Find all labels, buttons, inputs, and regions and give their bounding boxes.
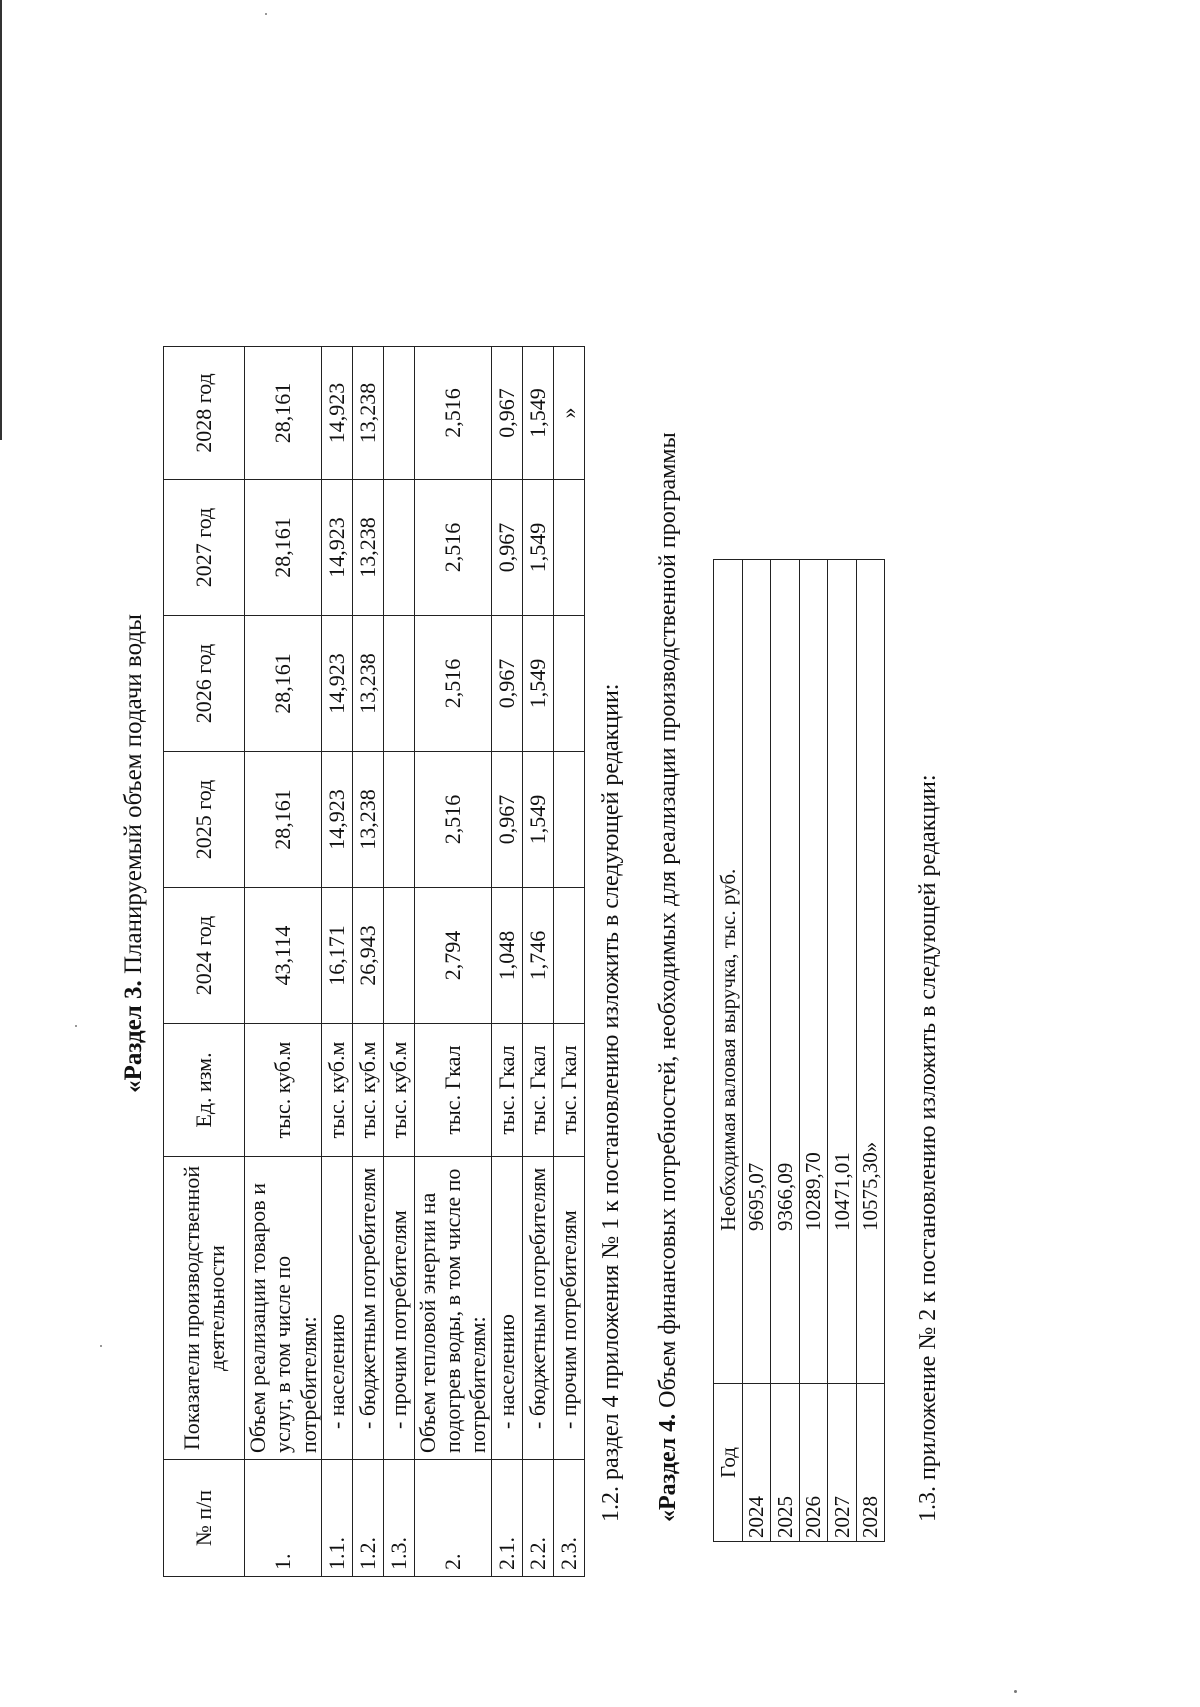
cell-2028 — [383, 347, 414, 480]
cell-2026 — [383, 616, 414, 752]
cell-2025: 1,549 — [522, 752, 553, 888]
row-num: 2.3. — [553, 1460, 584, 1577]
table-row — [522, 347, 553, 1577]
row-year: 2024 — [742, 1384, 771, 1542]
row-unit: тыс. куб.м — [352, 1024, 383, 1157]
row-indicator: Объем тепловой энергии на подогрев воды, в том числе по потребителям: — [414, 1157, 491, 1460]
row-unit: тыс. Гкал — [414, 1024, 491, 1157]
section4-title-bold: «Раздел 4. — [655, 1413, 681, 1522]
col-header-2025: 2025 год — [164, 752, 245, 888]
row-revenue: 10471,01 — [828, 560, 857, 1384]
cell-2025: 2,516 — [414, 752, 491, 888]
cell-2027: 0,967 — [491, 480, 522, 616]
cell-2026: 2,516 — [414, 616, 491, 752]
col-header-2027: 2027 год — [164, 480, 245, 616]
table-row — [491, 347, 522, 1577]
table-row — [828, 560, 857, 1542]
cell-2025: 14,923 — [321, 752, 352, 888]
cell-2024: 16,171 — [321, 888, 352, 1024]
table-row — [771, 560, 800, 1542]
table-row — [553, 347, 584, 1577]
cell-2027 — [383, 480, 414, 616]
row-indicator: - прочим потребителям — [383, 1157, 414, 1460]
cell-2026: 13,238 — [352, 616, 383, 752]
col-header-unit: Ед. изм. — [164, 1024, 245, 1157]
cell-2024 — [383, 888, 414, 1024]
cell-2026: 0,967 — [491, 616, 522, 752]
cell-2028: 1,549 — [522, 347, 553, 480]
cell-2025 — [383, 752, 414, 888]
table-row — [321, 347, 352, 1577]
table-row — [352, 347, 383, 1577]
col-header-2028: 2028 год — [164, 347, 245, 480]
cell-2027: 28,161 — [245, 480, 322, 616]
row-num: 1.1. — [321, 1460, 352, 1577]
row-num: 1.2. — [352, 1460, 383, 1577]
row-indicator: Объем реализации товаров и услуг, в том числе по потребителям: — [245, 1157, 322, 1460]
col-header-num: № п/п — [164, 1460, 245, 1577]
row-year: 2028 — [856, 1384, 885, 1542]
row-unit: тыс. Гкал — [522, 1024, 553, 1157]
cell-2026 — [553, 616, 584, 752]
cell-2026: 14,923 — [321, 616, 352, 752]
cell-2025: 28,161 — [245, 752, 322, 888]
row-year: 2026 — [799, 1384, 828, 1542]
cell-2027: 14,923 — [321, 480, 352, 616]
cell-2024 — [553, 888, 584, 1024]
col-header-2024: 2024 год — [164, 888, 245, 1024]
row-unit: тыс. куб.м — [245, 1024, 322, 1157]
row-num: 1.3. — [383, 1460, 414, 1577]
row-unit: тыс. куб.м — [321, 1024, 352, 1157]
cell-2024: 1,746 — [522, 888, 553, 1024]
row-num: 1. — [245, 1460, 322, 1577]
row-indicator: - прочим потребителям — [553, 1157, 584, 1460]
cell-2024: 26,943 — [352, 888, 383, 1024]
table-header-row — [714, 560, 743, 1542]
row-unit: тыс. Гкал — [491, 1024, 522, 1157]
cell-2028: 14,923 — [321, 347, 352, 480]
section4-title — [655, 432, 682, 1522]
cell-2027: 2,516 — [414, 480, 491, 616]
row-unit: тыс. Гкал — [553, 1024, 584, 1157]
row-num: 2.2. — [522, 1460, 553, 1577]
section3-title — [120, 0, 148, 1707]
table-row — [742, 560, 771, 1542]
row-revenue: 10289,70 — [799, 560, 828, 1384]
col-header-year: Год — [714, 1384, 743, 1542]
row-year: 2025 — [771, 1384, 800, 1542]
cell-2025: 0,967 — [491, 752, 522, 888]
cell-2026: 28,161 — [245, 616, 322, 752]
section3-title-text: Планируемый объем подачи воды — [120, 614, 147, 981]
cell-2028: 2,516 — [414, 347, 491, 480]
col-header-indicator: Показатели производственной деятельности — [164, 1157, 245, 1460]
row-num: 2. — [414, 1460, 491, 1577]
cell-2028: » — [553, 347, 584, 480]
row-indicator: - населению — [321, 1157, 352, 1460]
paragraph-1-3: 1.3. приложение № 2 к постановлению изложить в следующей редакции: — [915, 774, 941, 1522]
cell-2024: 43,114 — [245, 888, 322, 1024]
cell-2027: 13,238 — [352, 480, 383, 616]
table-row — [799, 560, 828, 1542]
cell-2024: 1,048 — [491, 888, 522, 1024]
cell-2025 — [553, 752, 584, 888]
section3-title-bold: «Раздел 3. — [120, 980, 147, 1093]
table-row — [856, 560, 885, 1542]
row-num: 2.1. — [491, 1460, 522, 1577]
cell-2027 — [553, 480, 584, 616]
table-row — [383, 347, 414, 1577]
row-year: 2027 — [828, 1384, 857, 1542]
table-row — [414, 347, 491, 1577]
cell-2028: 28,161 — [245, 347, 322, 480]
col-header-revenue: Необходимая валовая выручка, тыс. руб. — [714, 560, 743, 1384]
cell-2027: 1,549 — [522, 480, 553, 616]
cell-2026: 1,549 — [522, 616, 553, 752]
cell-2028: 0,967 — [491, 347, 522, 480]
row-revenue: 9695,07 — [742, 560, 771, 1384]
table-row — [245, 347, 322, 1577]
row-indicator: - населению — [491, 1157, 522, 1460]
cell-2024: 2,794 — [414, 888, 491, 1024]
row-unit: тыс. куб.м — [383, 1024, 414, 1157]
revenue-table — [713, 559, 885, 1542]
col-header-2026: 2026 год — [164, 616, 245, 752]
section4-title-text: Объем финансовых потребностей, необходимых для реализации производственной программы — [655, 432, 681, 1414]
table-header-row — [164, 347, 245, 1577]
row-revenue: 10575,30» — [856, 560, 885, 1384]
row-indicator: - бюджетным потребителям — [522, 1157, 553, 1460]
row-revenue: 9366,09 — [771, 560, 800, 1384]
row-indicator: - бюджетным потребителям — [352, 1157, 383, 1460]
cell-2025: 13,238 — [352, 752, 383, 888]
cell-2028: 13,238 — [352, 347, 383, 480]
paragraph-1-2: 1.2. раздел 4 приложения № 1 к постановлению изложить в следующей редакции: — [598, 683, 624, 1522]
water-supply-table — [163, 346, 585, 1577]
